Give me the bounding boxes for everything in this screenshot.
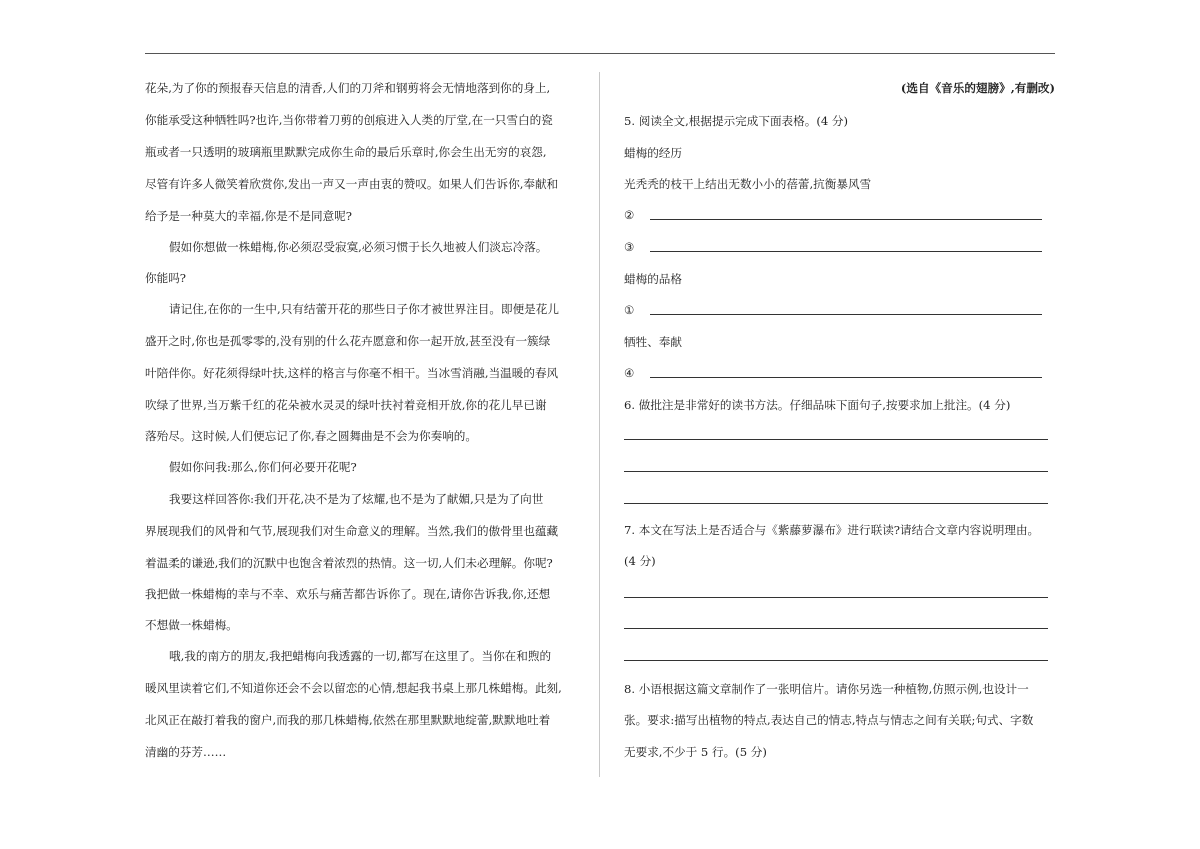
quality-given: 牺牲、奉献 [624, 335, 682, 349]
quality-heading: 蜡梅的品格 [624, 272, 682, 286]
blank-marker-3: ③ [624, 240, 635, 254]
question-7-points: (4 分) [624, 554, 656, 568]
answer-blank-3[interactable] [650, 251, 1042, 252]
question-7-prompt: 7. 本文在写法上是否适合与《紫藤萝瀑布》进行联读?请结合文章内容说明理由。 [624, 523, 1040, 537]
passage-line: 尽管有许多人微笑着欣赏你,发出一声又一声由衷的赞叹。如果人们告诉你,奉献和 [145, 177, 559, 191]
answer-blank-1[interactable] [650, 314, 1042, 315]
passage-line: 哦,我的南方的朋友,我把蜡梅向我透露的一切,都写在这里了。当你在和煦的 [169, 649, 552, 663]
question-8-requirements: 张。要求:描写出植物的特点,表达自己的情志,特点与情志之间有关联;句式、字数 [624, 713, 1034, 727]
passage-line: 吹绿了世界,当万紫千红的花朵被水灵灵的绿叶扶衬着竞相开放,你的花儿早已谢 [145, 398, 547, 412]
blank-marker-1: ① [624, 303, 635, 317]
passage-line: 瓶或者一只透明的玻璃瓶里默默完成你生命的最后乐章时,你会生出无穷的哀怨, [145, 145, 547, 159]
q7-answer-line[interactable] [624, 597, 1048, 598]
passage-line: 不想做一株蜡梅。 [145, 618, 238, 632]
passage-line: 盛开之时,你也是孤零零的,没有别的什么花卉愿意和你一起开放,甚至没有一簇绿 [145, 334, 551, 348]
passage-line: 暖风里读着它们,不知道你还会不会以留恋的心情,想起我书桌上那几株蜡梅。此刻, [145, 681, 562, 695]
question-6-prompt: 6. 做批注是非常好的读书方法。仔细品味下面句子,按要求加上批注。(4 分) [624, 398, 1011, 412]
passage-line: 界展现我们的风骨和气节,展现我们对生命意义的理解。当然,我们的傲骨里也蕴藏 [145, 524, 559, 538]
q7-answer-line[interactable] [624, 628, 1048, 629]
header-rule [145, 53, 1055, 54]
q6-answer-line[interactable] [624, 439, 1048, 440]
q6-answer-line[interactable] [624, 471, 1048, 472]
q7-answer-line[interactable] [624, 660, 1048, 661]
passage-line: 假如你想做一株蜡梅,你必须忍受寂寞,必须习惯于长久地被人们淡忘冷落。 [169, 240, 548, 254]
passage-line: 落殆尽。这时候,人们便忘记了你,春之圆舞曲是不会为你奏响的。 [145, 429, 477, 443]
question-8-points: 无要求,不少于 5 行。(5 分) [624, 745, 767, 759]
passage-line: 着温柔的谦逊,我们的沉默中也饱含着浓烈的热情。这一切,人们未必理解。你呢? [145, 556, 553, 570]
passage-line: 你能承受这种牺牲吗?也许,当你带着刀剪的创痕进入人类的厅堂,在一只雪白的瓷 [145, 113, 553, 127]
blank-marker-4: ④ [624, 366, 635, 380]
passage-line: 清幽的芬芳…… [145, 745, 227, 759]
source-citation: (选自《音乐的翅膀》,有删改) [900, 81, 1055, 95]
answer-blank-2[interactable] [650, 219, 1042, 220]
passage-line: 我把做一株蜡梅的幸与不幸、欢乐与痛苦都告诉你了。现在,请你告诉我,你,还想 [145, 587, 551, 601]
passage-line: 给予是一种莫大的幸福,你是不是同意呢? [145, 209, 352, 223]
experience-given: 光秃秃的枝干上结出无数小小的蓓蕾,抗衡暴风雪 [624, 177, 872, 191]
passage-line: 北风正在敲打着我的窗户,而我的那几株蜡梅,依然在那里默默地绽蕾,默默地吐着 [145, 713, 551, 727]
passage-line: 请记住,在你的一生中,只有结蕾开花的那些日子你才被世界注目。即便是花儿 [169, 302, 559, 316]
experience-heading: 蜡梅的经历 [624, 146, 682, 160]
column-divider [599, 72, 600, 777]
passage-line: 叶陪伴你。好花须得绿叶扶,这样的格言与你毫不相干。当冰雪消融,当温暖的春风 [145, 366, 559, 380]
passage-line: 花朵,为了你的预报春天信息的清香,人们的刀斧和钢剪将会无情地落到你的身上, [145, 81, 551, 95]
q6-answer-line[interactable] [624, 503, 1048, 504]
blank-marker-2: ② [624, 208, 635, 222]
passage-line: 假如你问我:那么,你们何必要开花呢? [169, 460, 357, 474]
question-8-prompt: 8. 小语根据这篇文章制作了一张明信片。请你另选一种植物,仿照示例,也设计一 [624, 682, 1029, 696]
answer-blank-4[interactable] [650, 377, 1042, 378]
passage-line: 你能吗? [145, 271, 186, 285]
passage-line: 我要这样回答你:我们开花,决不是为了炫耀,也不是为了献媚,只是为了向世 [169, 492, 544, 506]
question-5-prompt: 5. 阅读全文,根据提示完成下面表格。(4 分) [624, 114, 849, 128]
